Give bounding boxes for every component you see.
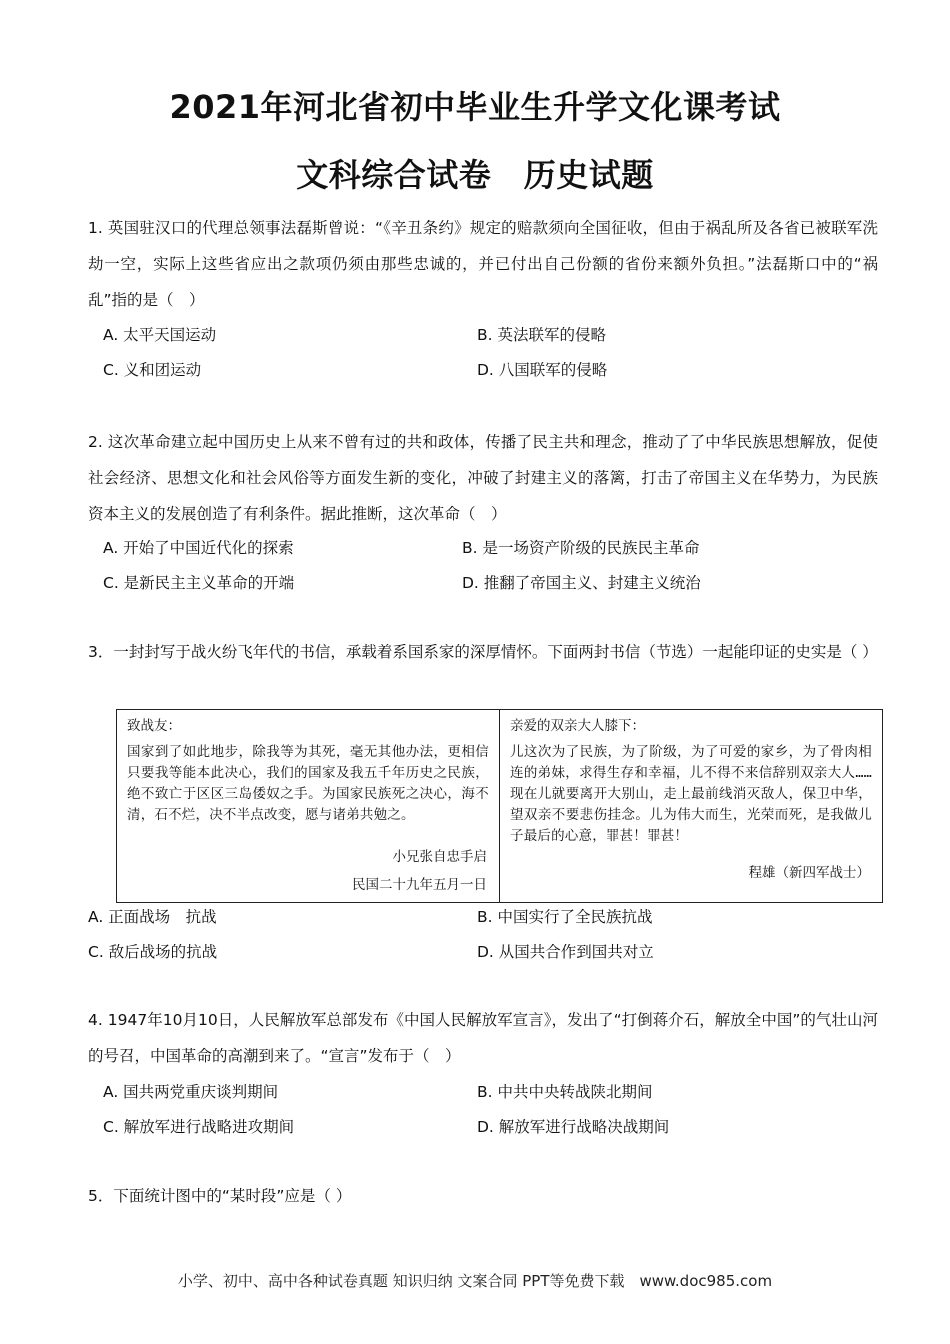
letter-1-body: 国家到了如此地步，除我等为其死，毫无其他办法，更相信只要我等能本此决心，我们的国家及我五千年历史之民族，绝不致亡于区区三岛倭奴之手。为国家民族死之决心，海不清，石不烂，决不半点改变，愿与诸弟共勉之。 bbox=[127, 744, 489, 823]
q2-option-d[interactable]: D. 推翻了帝国主义、封建主义统治 bbox=[462, 574, 701, 592]
letter-cheng-xiong bbox=[500, 710, 882, 902]
letter-2-body: 儿这次为了民族，为了阶级，为了可爱的家乡，为了骨肉相连的弟妹，求得生存和幸福，儿不得不来信辞别双亲大人……现在儿就要离开大别山，走上最前线消灭敌人，保卫中华，望双亲不要悲伤挂念。儿为伟大而生，光荣而死，是我做儿子最后的心意，罪甚！罪甚！ bbox=[510, 744, 872, 844]
q4-option-b[interactable]: B. 中共中央转战陕北期间 bbox=[477, 1083, 653, 1101]
q2-option-c[interactable]: C. 是新民主主义革命的开端 bbox=[103, 574, 295, 592]
q1-option-a[interactable]: A. 太平天国运动 bbox=[103, 326, 217, 344]
q2-option-a[interactable]: A. 开始了中国近代化的探索 bbox=[103, 539, 294, 557]
letters-table bbox=[116, 709, 883, 903]
q1-option-c[interactable]: C. 义和团运动 bbox=[103, 361, 202, 379]
q3-option-b[interactable]: B. 中国实行了全民族抗战 bbox=[477, 908, 653, 926]
letter-1-date: 民国二十九年五月一日 bbox=[352, 877, 487, 893]
q4-option-c[interactable]: C. 解放军进行战略进攻期间 bbox=[103, 1118, 295, 1136]
letter-1-signature: 小兄张自忠手启 bbox=[392, 849, 487, 865]
q3-option-c[interactable]: C. 敌后战场的抗战 bbox=[88, 943, 218, 961]
q2-option-b[interactable]: B. 是一场资产阶级的民族民主革命 bbox=[462, 539, 700, 557]
q4-option-a[interactable]: A. 国共两党重庆谈判期间 bbox=[103, 1083, 279, 1101]
letter-2-signature: 程雄（新四军战士） bbox=[748, 865, 870, 881]
letter-2-salutation: 亲爱的双亲大人膝下： bbox=[510, 718, 645, 734]
question-4-stem: 4. 1947年10月10日，人民解放军总部发布《中国人民解放军宣言》，发出了“打倒蒋介石，解放全中国”的气壮山河的号召，中国革命的高潮到来了。“宣言”发布于（ ） bbox=[88, 1011, 878, 1065]
question-2-stem: 2. 这次革命建立起中国历史上从来不曾有过的共和政体，传播了民主共和理念，推动了了中华民族思想解放，促使社会经济、思想文化和社会风俗等方面发生新的变化，冲破了封建主义的落篱，打击了帝国主义在华势力，为民族资本主义的发展创造了有利条件。据此推断，这次革命（ ） bbox=[88, 433, 878, 523]
letter-1-salutation: 致战友： bbox=[127, 718, 181, 734]
q3-option-d[interactable]: D. 从国共合作到国共对立 bbox=[477, 943, 654, 961]
q4-option-d[interactable]: D. 解放军进行战略决战期间 bbox=[477, 1118, 670, 1136]
letter-zhang-zizhong bbox=[117, 710, 500, 902]
exam-subtitle: 文科综合试卷 历史试题 bbox=[296, 156, 654, 194]
q1-option-b[interactable]: B. 英法联军的侵略 bbox=[477, 326, 606, 344]
footer-banner: 小学、初中、高中各种试卷真题 知识归纳 文案合同 PPT等免费下载 www.doc985.com bbox=[177, 1272, 773, 1290]
q3-option-a[interactable]: A. 正面战场 抗战 bbox=[88, 908, 217, 926]
question-1-stem: 1. 英国驻汉口的代理总领事法磊斯曾说：“《辛丑条约》规定的赔款须向全国征收，但由于祸乱所及各省已被联军洗劫一空，实际上这些省应出之款项仍须由那些忠诚的，并已付出自己份额的省份来额外负担。”法磊斯口中的“祸乱”指的是（ ） bbox=[88, 219, 878, 309]
q1-option-d[interactable]: D. 八国联军的侵略 bbox=[477, 361, 608, 379]
exam-title: 2021年河北省初中毕业生升学文化课考试 bbox=[169, 88, 781, 126]
question-5-stem: 5．下面统计图中的“某时段”应是（ ） bbox=[88, 1187, 352, 1205]
question-3-stem: 3．一封封写于战火纷飞年代的书信，承载着系国系家的深厚情怀。下面两封书信（节选）一起能印证的史实是（ ） bbox=[88, 643, 878, 661]
